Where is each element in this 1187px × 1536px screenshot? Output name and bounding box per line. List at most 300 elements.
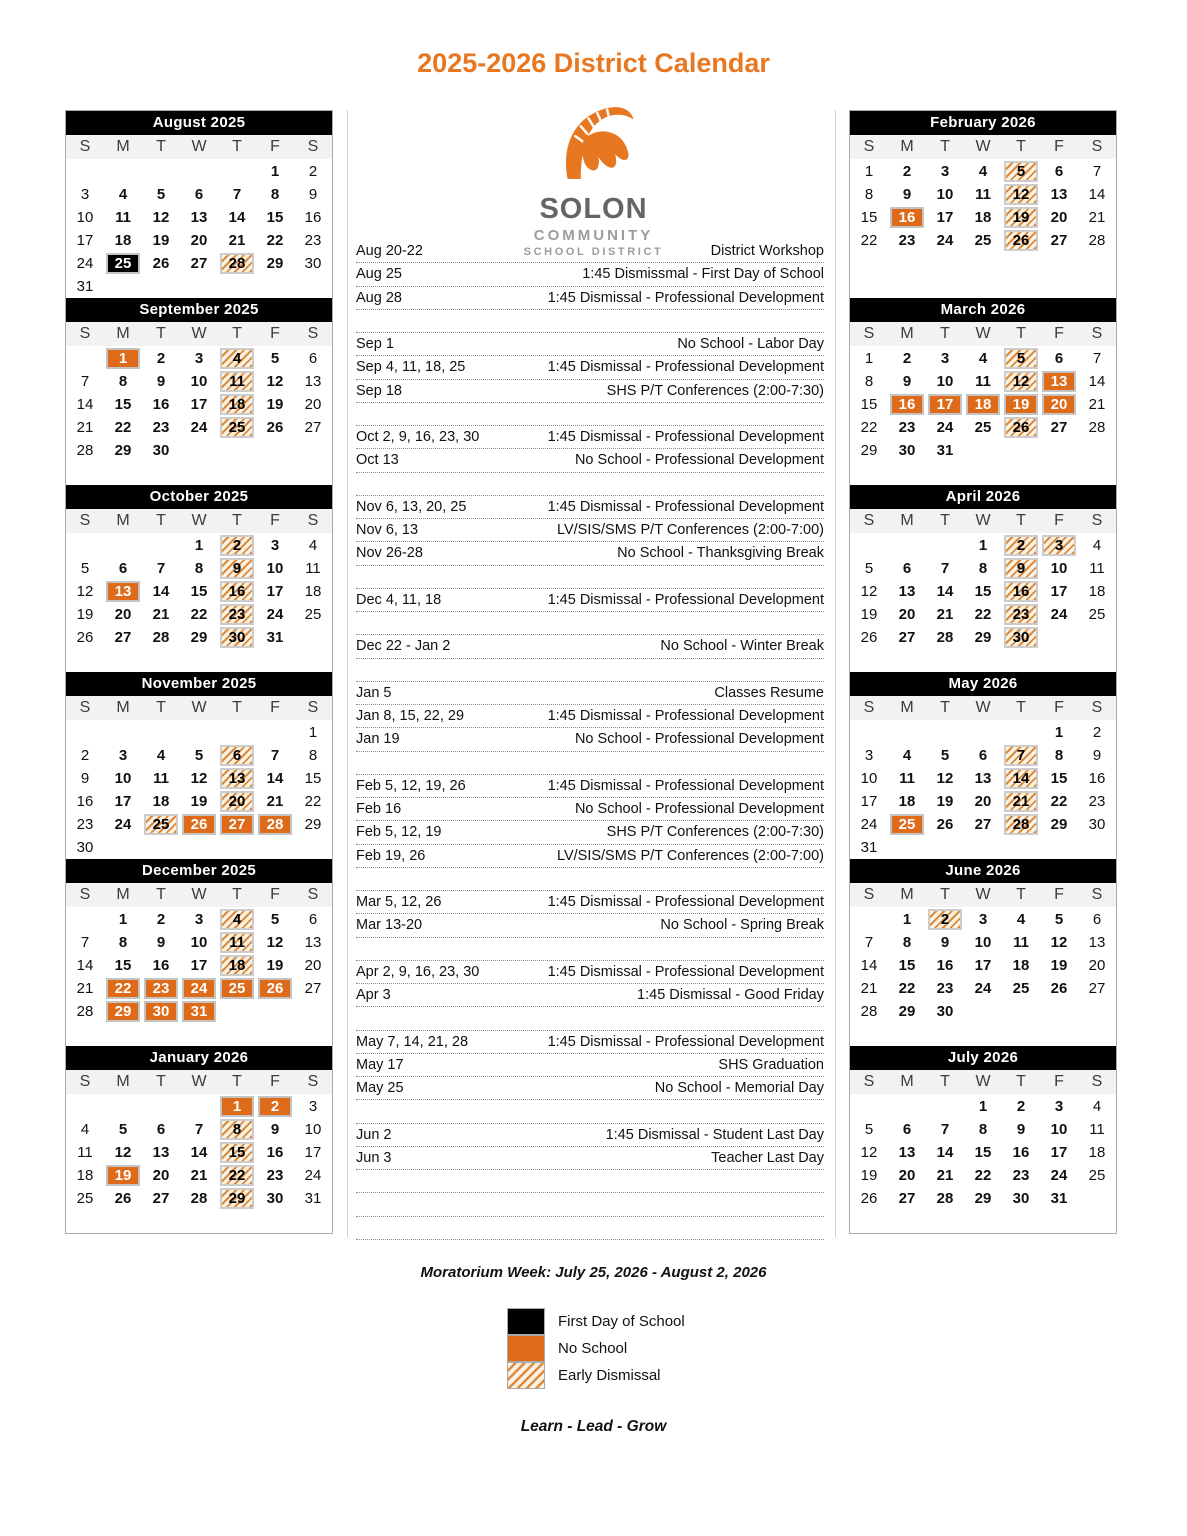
month-title: August 2025 xyxy=(66,111,332,135)
event-row xyxy=(356,333,824,356)
day-cell: 20 xyxy=(220,791,254,812)
day-cell: 29 xyxy=(974,1190,992,1207)
day-cell: 6 xyxy=(194,186,204,203)
day-cell: 1 xyxy=(864,350,874,367)
day-cell: 11 xyxy=(975,186,991,203)
event-description: LV/SIS/SMS P/T Conferences (2:00-7:00) xyxy=(556,847,824,864)
event-description: 1:45 Dismissmal - First Day of School xyxy=(582,266,824,283)
event-row xyxy=(356,263,824,286)
day-cell: 22 xyxy=(190,606,208,623)
day-cell: 16 xyxy=(152,396,170,413)
day-of-week-label: F xyxy=(1054,138,1064,155)
day-cell: 23 xyxy=(936,980,954,997)
day-cell: 7 xyxy=(940,560,950,577)
day-cell: 21 xyxy=(76,419,94,436)
day-cell: 19 xyxy=(266,396,284,413)
day-cell: 10 xyxy=(1050,1121,1068,1138)
event-row xyxy=(356,426,824,449)
event-date: Apr 3 xyxy=(356,987,391,1004)
day-of-week-label: W xyxy=(191,512,207,529)
day-cell: 24 xyxy=(860,816,878,833)
day-cell: 8 xyxy=(978,560,988,577)
day-cell: 21 xyxy=(228,232,246,249)
day-of-week-header xyxy=(850,696,1116,720)
day-cell: 13 xyxy=(898,1144,916,1161)
day-cell: 9 xyxy=(940,934,950,951)
day-of-week-label: S xyxy=(79,138,91,155)
day-cell: 9 xyxy=(1004,558,1038,579)
day-cell: 16 xyxy=(304,209,322,226)
day-of-week-label: S xyxy=(307,886,319,903)
day-cell: 18 xyxy=(220,955,254,976)
day-cell: 22 xyxy=(220,1165,254,1186)
day-of-week-label: M xyxy=(900,325,914,342)
day-of-week-header xyxy=(850,1070,1116,1094)
day-cell: 29 xyxy=(190,629,208,646)
day-of-week-label: M xyxy=(900,1073,914,1090)
day-of-week-label: S xyxy=(307,512,319,529)
day-cell: 29 xyxy=(974,629,992,646)
event-date: Jan 19 xyxy=(356,731,400,748)
day-cell: 17 xyxy=(114,793,132,810)
day-cell: 25 xyxy=(974,232,992,249)
day-cell: 7 xyxy=(194,1121,204,1138)
day-cell: 16 xyxy=(1012,1144,1030,1161)
event-row xyxy=(356,635,824,658)
month-title: November 2025 xyxy=(66,672,332,696)
day-cell: 7 xyxy=(940,1121,950,1138)
day-cell: 24 xyxy=(1050,606,1068,623)
event-date: Jan 8, 15, 22, 29 xyxy=(356,708,465,725)
day-cell: 23 xyxy=(1004,604,1038,625)
empty-day-cell xyxy=(180,1095,218,1118)
day-cell: 17 xyxy=(860,793,878,810)
day-of-week-label: W xyxy=(975,138,991,155)
day-cell: 30 xyxy=(1012,1190,1030,1207)
empty-day-cell xyxy=(104,534,142,557)
day-cell: 25 xyxy=(1012,980,1030,997)
month-title: October 2025 xyxy=(66,485,332,509)
day-cell: 26 xyxy=(182,814,216,835)
day-cell: 29 xyxy=(266,255,284,272)
day-cell: 10 xyxy=(304,1121,322,1138)
event-date: Aug 20-22 xyxy=(356,243,423,260)
day-cell: 7 xyxy=(156,560,166,577)
day-of-week-label: F xyxy=(270,1073,280,1090)
day-cell: 21 xyxy=(860,980,878,997)
day-cell: 18 xyxy=(974,209,992,226)
day-cell: 31 xyxy=(76,278,94,295)
day-cell: 1 xyxy=(902,911,912,928)
day-cell: 4 xyxy=(220,348,254,369)
event-row-blank xyxy=(356,938,824,961)
day-cell: 28 xyxy=(1088,232,1106,249)
event-date: Mar 5, 12, 26 xyxy=(356,894,442,911)
empty-day-cell xyxy=(964,721,1002,744)
day-cell: 25 xyxy=(220,417,254,438)
event-row-blank xyxy=(356,659,824,682)
event-date: Feb 5, 12, 19 xyxy=(356,824,442,841)
day-cell: 1 xyxy=(194,537,204,554)
page-title: 2025-2026 District Calendar xyxy=(417,48,770,78)
day-cell: 29 xyxy=(898,1003,916,1020)
day-cell: 29 xyxy=(860,442,878,459)
day-cell: 7 xyxy=(232,186,242,203)
day-cell: 16 xyxy=(266,1144,284,1161)
day-cell: 6 xyxy=(978,747,988,764)
day-cell: 21 xyxy=(152,606,170,623)
empty-day-cell xyxy=(1002,721,1040,744)
day-cell: 1 xyxy=(270,163,280,180)
empty-day-cell xyxy=(850,908,888,931)
empty-day-cell xyxy=(926,721,964,744)
day-of-week-label: M xyxy=(116,699,130,716)
logo-name: SOLON xyxy=(539,193,648,225)
day-of-week-label: T xyxy=(232,138,242,155)
day-cell: 24 xyxy=(190,419,208,436)
day-cell: 3 xyxy=(270,537,280,554)
day-cell: 27 xyxy=(974,816,992,833)
event-row-blank xyxy=(356,1007,824,1030)
day-cell: 15 xyxy=(1050,770,1068,787)
event-description: District Workshop xyxy=(710,243,824,260)
day-grid xyxy=(850,907,1116,1023)
day-cell: 16 xyxy=(890,207,924,228)
day-of-week-label: T xyxy=(940,699,950,716)
day-grid xyxy=(66,533,332,649)
month-calendar-july-2026 xyxy=(850,1046,1116,1233)
day-cell: 5 xyxy=(80,560,90,577)
day-cell: 27 xyxy=(898,629,916,646)
day-cell: 15 xyxy=(860,209,878,226)
empty-day-cell xyxy=(218,160,256,183)
day-of-week-label: S xyxy=(1091,138,1103,155)
day-of-week-label: S xyxy=(79,886,91,903)
empty-day-cell xyxy=(142,534,180,557)
day-of-week-header xyxy=(66,509,332,533)
day-cell: 25 xyxy=(304,606,322,623)
day-cell: 13 xyxy=(304,934,322,951)
event-row-blank xyxy=(356,612,824,635)
day-cell: 30 xyxy=(152,442,170,459)
event-list xyxy=(356,240,824,1240)
day-cell: 9 xyxy=(80,770,90,787)
event-row xyxy=(356,1124,824,1147)
day-grid xyxy=(850,533,1116,649)
empty-day-cell xyxy=(66,160,104,183)
event-row-blank xyxy=(356,473,824,496)
day-of-week-header xyxy=(66,1070,332,1094)
month-calendar-december-2025 xyxy=(66,859,332,1046)
day-cell: 9 xyxy=(308,186,318,203)
event-row xyxy=(356,287,824,310)
day-cell: 25 xyxy=(974,419,992,436)
day-cell: 13 xyxy=(190,209,208,226)
day-cell: 1 xyxy=(864,163,874,180)
day-cell: 26 xyxy=(258,978,292,999)
day-of-week-label: S xyxy=(79,699,91,716)
day-cell: 23 xyxy=(220,604,254,625)
day-cell: 12 xyxy=(860,1144,878,1161)
day-of-week-label: F xyxy=(1054,699,1064,716)
day-of-week-label: T xyxy=(156,325,166,342)
day-cell: 4 xyxy=(80,1121,90,1138)
day-cell: 31 xyxy=(936,442,954,459)
day-cell: 20 xyxy=(152,1167,170,1184)
day-cell: 11 xyxy=(975,373,991,390)
day-cell: 19 xyxy=(1050,957,1068,974)
event-description: 1:45 Dismissal - Professional Development xyxy=(547,1033,824,1050)
event-description: SHS P/T Conferences (2:00-7:30) xyxy=(606,824,824,841)
day-cell: 30 xyxy=(144,1001,178,1022)
day-cell: 24 xyxy=(1050,1167,1068,1184)
day-cell: 19 xyxy=(76,606,94,623)
day-cell: 25 xyxy=(144,814,178,835)
event-date: Dec 22 - Jan 2 xyxy=(356,638,451,655)
day-cell: 1 xyxy=(978,537,988,554)
event-row xyxy=(356,1054,824,1077)
day-of-week-label: S xyxy=(863,1073,875,1090)
day-of-week-label: S xyxy=(307,325,319,342)
day-of-week-header xyxy=(850,883,1116,907)
empty-day-cell xyxy=(66,534,104,557)
event-date: Aug 28 xyxy=(356,289,402,306)
day-cell: 23 xyxy=(76,816,94,833)
day-cell: 17 xyxy=(190,396,208,413)
day-cell: 20 xyxy=(304,396,322,413)
event-date: Sep 1 xyxy=(356,336,394,353)
month-calendar-january-2026 xyxy=(66,1046,332,1233)
day-cell: 8 xyxy=(864,373,874,390)
day-cell: 13 xyxy=(220,768,254,789)
event-description: No School - Memorial Day xyxy=(654,1080,824,1097)
event-description: No School - Professional Development xyxy=(574,731,824,748)
day-of-week-label: T xyxy=(1016,138,1026,155)
day-cell: 10 xyxy=(190,934,208,951)
day-cell: 10 xyxy=(190,373,208,390)
day-cell: 12 xyxy=(114,1144,132,1161)
day-cell: 10 xyxy=(266,560,284,577)
day-cell: 26 xyxy=(1004,417,1038,438)
legend-swatch-first xyxy=(507,1308,545,1335)
day-of-week-header xyxy=(850,135,1116,159)
day-of-week-label: W xyxy=(975,1073,991,1090)
day-cell: 28 xyxy=(152,629,170,646)
event-description: 1:45 Dismissal - Student Last Day xyxy=(605,1126,824,1143)
day-cell: 27 xyxy=(114,629,132,646)
event-date: Jun 3 xyxy=(356,1149,392,1166)
day-cell: 17 xyxy=(936,209,954,226)
event-row xyxy=(356,845,824,868)
day-of-week-label: T xyxy=(940,1073,950,1090)
day-cell: 23 xyxy=(1088,793,1106,810)
event-row-blank xyxy=(356,1193,824,1216)
day-cell: 23 xyxy=(304,232,322,249)
day-cell: 27 xyxy=(1050,419,1068,436)
day-cell: 20 xyxy=(1088,957,1106,974)
day-cell: 28 xyxy=(1088,419,1106,436)
event-date: Jun 2 xyxy=(356,1126,392,1143)
day-cell: 24 xyxy=(266,606,284,623)
day-cell: 31 xyxy=(304,1190,322,1207)
legend-row xyxy=(507,1362,685,1389)
moratorium-week-note: Moratorium Week: July 25, 2026 - August 2, 2026 xyxy=(420,1264,767,1281)
day-cell: 7 xyxy=(1004,745,1038,766)
day-cell: 14 xyxy=(152,583,170,600)
month-calendar-june-2026 xyxy=(850,859,1116,1046)
day-cell: 27 xyxy=(1050,232,1068,249)
day-cell: 14 xyxy=(936,1144,954,1161)
event-date: May 25 xyxy=(356,1080,404,1097)
day-cell: 3 xyxy=(194,911,204,928)
day-cell: 18 xyxy=(114,232,132,249)
day-cell: 4 xyxy=(118,186,128,203)
day-cell: 6 xyxy=(308,350,318,367)
day-cell: 12 xyxy=(860,583,878,600)
day-of-week-label: M xyxy=(116,138,130,155)
day-cell: 18 xyxy=(304,583,322,600)
day-cell: 3 xyxy=(308,1098,318,1115)
day-cell: 13 xyxy=(1050,186,1068,203)
day-cell: 12 xyxy=(266,934,284,951)
day-cell: 24 xyxy=(936,232,954,249)
event-row xyxy=(356,589,824,612)
day-cell: 5 xyxy=(864,560,874,577)
day-cell: 9 xyxy=(902,186,912,203)
event-date: May 17 xyxy=(356,1056,404,1073)
day-cell: 22 xyxy=(898,980,916,997)
day-cell: 16 xyxy=(936,957,954,974)
day-cell: 3 xyxy=(118,747,128,764)
day-of-week-label: T xyxy=(1016,1073,1026,1090)
day-cell: 16 xyxy=(890,394,924,415)
event-description: No School - Thanksgiving Break xyxy=(617,545,824,562)
day-of-week-label: M xyxy=(116,512,130,529)
day-cell: 6 xyxy=(1054,163,1064,180)
day-cell: 27 xyxy=(152,1190,170,1207)
day-cell: 2 xyxy=(1016,1098,1026,1115)
event-row xyxy=(356,1147,824,1170)
day-of-week-label: T xyxy=(156,886,166,903)
day-cell: 16 xyxy=(220,581,254,602)
day-cell: 25 xyxy=(1088,1167,1106,1184)
day-cell: 6 xyxy=(156,1121,166,1138)
day-cell: 17 xyxy=(974,957,992,974)
day-cell: 1 xyxy=(308,724,318,741)
event-description: 1:45 Dismissal - Professional Development xyxy=(547,498,824,515)
event-row xyxy=(356,914,824,937)
day-cell: 10 xyxy=(1050,560,1068,577)
event-row-blank xyxy=(356,1170,824,1193)
day-cell: 8 xyxy=(194,560,204,577)
event-date: Dec 4, 11, 18 xyxy=(356,591,442,608)
day-cell: 20 xyxy=(898,606,916,623)
empty-day-cell xyxy=(850,534,888,557)
day-cell: 18 xyxy=(76,1167,94,1184)
day-of-week-label: S xyxy=(1091,699,1103,716)
day-cell: 6 xyxy=(1054,350,1064,367)
day-of-week-label: S xyxy=(863,138,875,155)
day-cell: 5 xyxy=(1004,161,1038,182)
day-cell: 9 xyxy=(220,558,254,579)
day-of-week-label: T xyxy=(1016,325,1026,342)
day-cell: 11 xyxy=(305,560,321,577)
day-cell: 9 xyxy=(1092,747,1102,764)
day-cell: 3 xyxy=(940,350,950,367)
day-cell: 8 xyxy=(220,1119,254,1140)
event-description: 1:45 Dismissal - Professional Development xyxy=(547,359,824,376)
event-date: Nov 6, 13, 20, 25 xyxy=(356,498,467,515)
day-cell: 23 xyxy=(898,419,916,436)
day-cell: 17 xyxy=(1050,1144,1068,1161)
month-calendar-april-2026 xyxy=(850,485,1116,672)
day-cell: 26 xyxy=(152,255,170,272)
event-row xyxy=(356,821,824,844)
day-cell: 6 xyxy=(220,745,254,766)
day-cell: 27 xyxy=(190,255,208,272)
empty-day-cell xyxy=(180,160,218,183)
day-cell: 13 xyxy=(1042,371,1076,392)
empty-day-cell xyxy=(104,160,142,183)
day-of-week-label: F xyxy=(270,512,280,529)
day-cell: 24 xyxy=(76,255,94,272)
month-title: May 2026 xyxy=(850,672,1116,696)
day-cell: 17 xyxy=(928,394,962,415)
day-cell: 2 xyxy=(156,911,166,928)
day-of-week-label: S xyxy=(79,325,91,342)
day-cell: 14 xyxy=(936,583,954,600)
day-of-week-header xyxy=(850,509,1116,533)
month-title: March 2026 xyxy=(850,298,1116,322)
day-cell: 25 xyxy=(106,253,140,274)
day-cell: 19 xyxy=(190,793,208,810)
event-date: Jan 5 xyxy=(356,684,392,701)
day-cell: 23 xyxy=(898,232,916,249)
day-cell: 25 xyxy=(76,1190,94,1207)
event-row xyxy=(356,961,824,984)
day-of-week-label: F xyxy=(1054,512,1064,529)
month-title: June 2026 xyxy=(850,859,1116,883)
day-cell: 2 xyxy=(156,350,166,367)
district-logo xyxy=(470,102,717,258)
day-cell: 6 xyxy=(1092,911,1102,928)
day-cell: 30 xyxy=(266,1190,284,1207)
day-cell: 1 xyxy=(1054,724,1064,741)
day-cell: 30 xyxy=(76,839,94,856)
day-cell: 3 xyxy=(1054,1098,1064,1115)
day-cell: 4 xyxy=(220,909,254,930)
spartan-helmet-icon xyxy=(528,102,660,190)
day-cell: 5 xyxy=(118,1121,128,1138)
day-cell: 29 xyxy=(304,816,322,833)
day-of-week-label: W xyxy=(975,512,991,529)
day-cell: 15 xyxy=(974,1144,992,1161)
day-cell: 12 xyxy=(936,770,954,787)
day-cell: 17 xyxy=(76,232,94,249)
day-cell: 21 xyxy=(190,1167,208,1184)
event-row xyxy=(356,449,824,472)
event-row xyxy=(356,496,824,519)
event-row-blank xyxy=(356,868,824,891)
day-cell: 12 xyxy=(152,209,170,226)
day-cell: 12 xyxy=(1004,371,1038,392)
event-row xyxy=(356,775,824,798)
day-cell: 15 xyxy=(860,396,878,413)
day-cell: 13 xyxy=(152,1144,170,1161)
day-cell: 19 xyxy=(152,232,170,249)
day-of-week-label: S xyxy=(863,886,875,903)
day-cell: 9 xyxy=(156,373,166,390)
